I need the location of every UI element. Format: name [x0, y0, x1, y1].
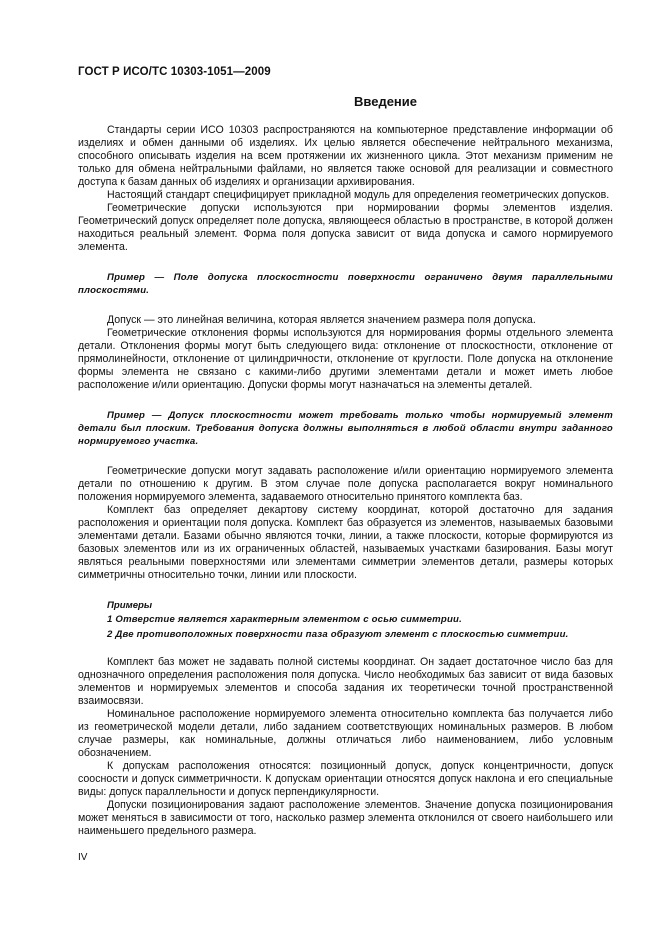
spacer — [78, 297, 613, 314]
spacer — [78, 392, 613, 409]
example-item: 2 Две противоположных поверхности паза образуют элемент с плоскостью симметрии. — [107, 629, 569, 640]
example-item: 1 Отверстие является характерным элементом с осью симметрии. — [107, 614, 462, 625]
spacer — [78, 642, 613, 656]
example-note: Пример — Допуск плоскостности может требовать только чтобы нормируемый элемент детали был плоским. Требования допуска должны выполняться в любой области внутри заданного нормируемого участка. — [78, 410, 613, 447]
spacer — [78, 582, 613, 599]
paragraph: К допускам расположения относятся: позиционный допуск, допуск концентричности, допуск соосности и допуск симметричности. К допускам ориентации относятся допуск наклона и его специальные виды: допуск параллельности и допуск перпендикулярности. — [78, 760, 613, 798]
example-note: Пример — Поле допуска плоскостности поверхности ограничено двумя параллельными плоскостями. — [78, 272, 613, 296]
paragraph: Допуск — это линейная величина, которая является значением размера поля допуска. — [107, 314, 536, 326]
examples-heading: Примеры — [107, 600, 153, 611]
section-title: Введение — [354, 94, 417, 109]
paragraph: Комплект баз определяет декартову систему координат, которой достаточно для задания расположения и ориентации поля допуска. Комплект баз образуется из элементов, называемых базовыми элементами детали. Базами обычно являются точки, линии, а также плоскости, которые формируются из базовых элементов или из их ограниченных областей, называемых участками базирования. Базы могут являться реальными поверхностями или элементами симметрии элементов детали, размеры которых симметричны относительно точки, линии или плоскости. — [78, 504, 613, 581]
page-number: IV — [78, 852, 88, 863]
document-body — [78, 124, 613, 838]
paragraph: Номинальное расположение нормируемого элемента относительно комплекта баз получается либо из геометрической модели детали, либо заданием соответствующих номинальных размеров. В любом случае размеры, как номинальные, должны отличаться либо наименованием, либо условным обозначением. — [78, 708, 613, 759]
paragraph: Настоящий стандарт специфицирует прикладной модуль для определения геометрических допусков. — [107, 189, 610, 201]
paragraph: Стандарты серии ИСО 10303 распространяются на компьютерное представление информации об изделиях и обмен данными об изделиях. Их целью является обеспечение нейтрального механизма, способного описывать изделия на всем протяжении их жизненного цикла. Этот механизм применим не только для обмена нейтральными файлами, но является также основой для реализации и совместного доступа к базам данных об изделиях и организации архивирования. — [78, 124, 613, 188]
document-code-header: ГОСТ Р ИСО/ТС 10303-1051—2009 — [78, 66, 271, 78]
spacer — [78, 448, 613, 465]
paragraph: Геометрические допуски могут задавать расположение и/или ориентацию нормируемого элемента детали по отношению к другим. В этом случае поле допуска располагается вокруг номинального положения нормируемого элемента, задаваемого относительно принятого комплекта баз. — [78, 465, 613, 503]
spacer — [78, 254, 613, 271]
paragraph: Геометрические отклонения формы используются для нормирования формы отдельного элемента детали. Отклонения формы могут быть следующего вида: отклонение от плоскостности, отклонение от прямолинейности, отклонение от цилиндричности, отклонение от круглости. Поле допуска на отклонение формы элемента не связано с какими-либо другими элементами детали и может иметь любое расположение и/или ориентацию. Допуски формы могут назначаться на элементы деталей. — [78, 327, 613, 391]
paragraph: Геометрические допуски используются при нормировании формы элементов изделия. Геометрический допуск определяет поле допуска, являющееся областью в пространстве, в которой должен находиться реальный элемент. Форма поля допуска зависит от вида допуска и самого нормируемого элемента. — [78, 202, 613, 253]
paragraph: Допуски позиционирования задают расположение элементов. Значение допуска позиционирования может меняться в зависимости от того, насколько размер элемента отклонился от своего наибольшего или наименьшего предельного размера. — [78, 799, 613, 837]
paragraph: Комплект баз может не задавать полной системы координат. Он задает достаточное число баз для однозначного определения расположения поля допуска. Число необходимых баз зависит от вида базовых элементов и нормируемых элементов и способа задания их теоретически точной пространственной взаимосвязи. — [78, 656, 613, 707]
